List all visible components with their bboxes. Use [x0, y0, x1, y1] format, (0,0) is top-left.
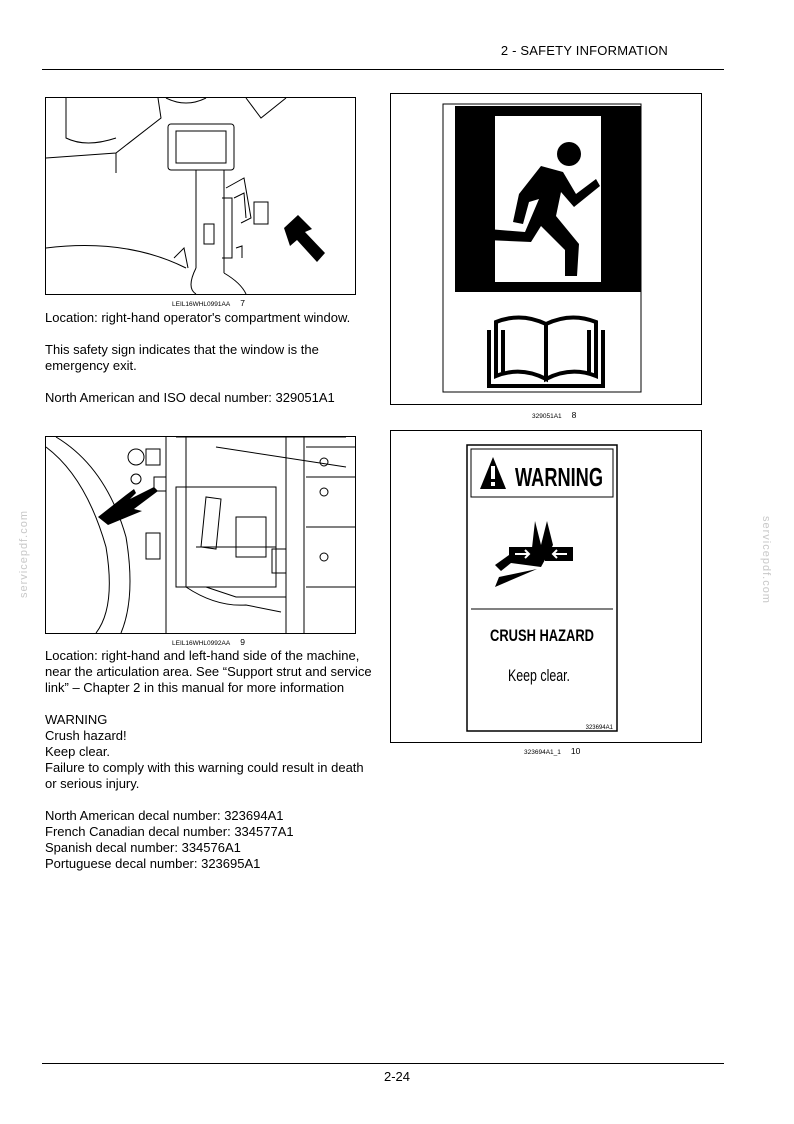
section-2-text	[45, 648, 377, 872]
figure-8-decal	[390, 93, 702, 405]
figure-7-illustration	[45, 97, 356, 295]
figure-8-number: 8	[571, 410, 577, 420]
decal-number-line: Portuguese decal number: 323695A1	[45, 856, 261, 871]
section-1-decal: North American and ISO decal number: 329051A1	[45, 390, 335, 405]
page-number: 2-24	[383, 1069, 411, 1084]
crush-hazard-pictogram-icon	[495, 521, 573, 587]
figure-7-caption	[172, 298, 245, 308]
figure-9-number: 9	[240, 637, 245, 647]
manual-book-icon	[489, 317, 603, 386]
section-2-decal-numbers	[45, 808, 377, 872]
figure-9-code: LEIL16WHL0992AA	[172, 640, 231, 647]
header-rule	[42, 69, 724, 70]
decal-number-line: Spanish decal number: 334576A1	[45, 840, 241, 855]
articulation-area-drawing	[46, 437, 355, 633]
page-footer	[0, 1069, 794, 1084]
section-2-warning	[45, 712, 377, 792]
section-1-description: This safety sign indicates that the window is the emergency exit.	[45, 342, 319, 373]
crush-hazard-decal	[391, 431, 701, 742]
figure-10-code: 323694A1_1	[524, 749, 561, 756]
figure-7-number: 7	[240, 298, 245, 308]
decal-hazard-title: CRUSH HAZARD	[490, 626, 594, 645]
figure-10-decal	[390, 430, 702, 743]
figure-8-caption	[532, 410, 576, 420]
section-1-location: Location: right-hand operator's compartment window.	[45, 310, 351, 325]
warning-line: Failure to comply with this warning could result in death or serious injury.	[45, 760, 364, 791]
cab-window-drawing	[46, 98, 355, 294]
watermark-left: servicepdf.com	[18, 510, 30, 598]
watermark-right: servicepdf.com	[760, 516, 772, 604]
footer-rule	[42, 1063, 724, 1064]
figure-7-code: LEIL16WHL0991AA	[172, 301, 231, 308]
decal-part-number: 323694A1	[585, 725, 613, 731]
decal-instruction: Keep clear.	[508, 666, 570, 685]
figure-10-caption	[524, 746, 580, 756]
section-2-location: Location: right-hand and left-hand side of the machine, near the articulation area. See “Support strut and service link” – Chapter 2 in this manual for more information	[45, 648, 372, 695]
warning-line: Crush hazard!	[45, 728, 127, 743]
figure-9-illustration	[45, 436, 356, 634]
figure-8-code: 329051A1	[532, 413, 562, 420]
decal-signal-word: WARNING	[515, 462, 603, 492]
decal-number-line: North American decal number: 323694A1	[45, 808, 284, 823]
decal-number-line: French Canadian decal number: 334577A1	[45, 824, 294, 839]
warning-line: Keep clear.	[45, 744, 111, 759]
header-title: 2 - SAFETY INFORMATION	[500, 43, 668, 58]
section-1-text	[45, 310, 377, 422]
emergency-exit-decal	[391, 94, 701, 404]
page-header	[0, 43, 764, 58]
warning-triangle-icon	[480, 457, 506, 489]
figure-10-number: 10	[570, 746, 581, 756]
figure-9-caption	[172, 637, 245, 647]
warning-line: WARNING	[45, 712, 108, 727]
